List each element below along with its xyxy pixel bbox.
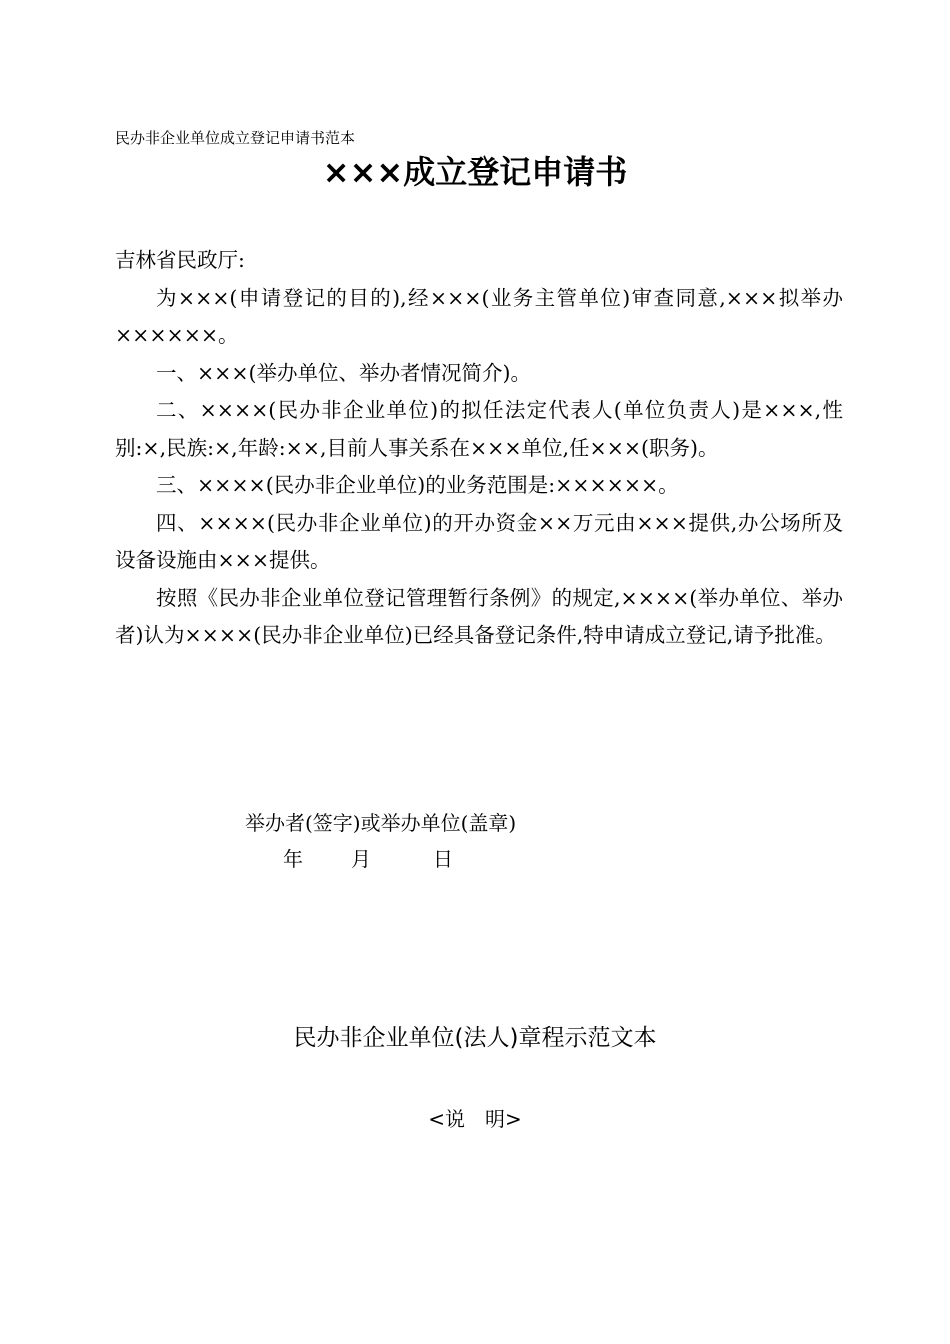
paragraph-closing: 按照《民办非企业单位登记管理暂行条例》的规定,××××(举办单位、举办者)认为××××(民办非企业单位)已经具备登记条件,特申请成立登记,请予批准。 bbox=[115, 585, 843, 647]
date-day-label: 日 bbox=[433, 847, 453, 871]
paragraph-item-3: 三、××××(民办非企业单位)的业务范围是:××××××。 bbox=[156, 473, 679, 497]
document-title: ×××成立登记申请书 bbox=[322, 153, 628, 191]
paragraph-purpose: 为×××(申请登记的目的),经×××(业务主管单位)审查同意,×××拟举办××××××。 bbox=[115, 285, 843, 347]
document-body bbox=[115, 242, 843, 655]
section-title: 民办非企业单位(法人)章程示范文本 bbox=[293, 1025, 657, 1051]
section-subtitle: <说 明> bbox=[428, 1107, 522, 1131]
paragraph-item-1: 一、×××(举办单位、举办者情况简介)。 bbox=[156, 360, 532, 385]
paragraph-item-4: 四、××××(民办非企业单位)的开办资金××万元由×××提供,办公场所及设备设施由×××提供。 bbox=[115, 510, 843, 572]
date-year-label: 年 bbox=[283, 847, 303, 871]
header-note: 民办非企业单位成立登记申请书范本 bbox=[115, 129, 356, 147]
signature-line: 举办者(签字)或举办单位(盖章) bbox=[245, 811, 517, 835]
date-month-label: 月 bbox=[351, 847, 371, 871]
date-line bbox=[283, 843, 453, 875]
salutation: 吉林省民政厅: bbox=[115, 248, 245, 272]
paragraph-item-2: 二、××××(民办非企业单位)的拟任法定代表人(单位负责人)是×××,性别:×,民族:×,年龄:××,目前人事关系在×××单位,任×××(职务)。 bbox=[115, 398, 843, 460]
